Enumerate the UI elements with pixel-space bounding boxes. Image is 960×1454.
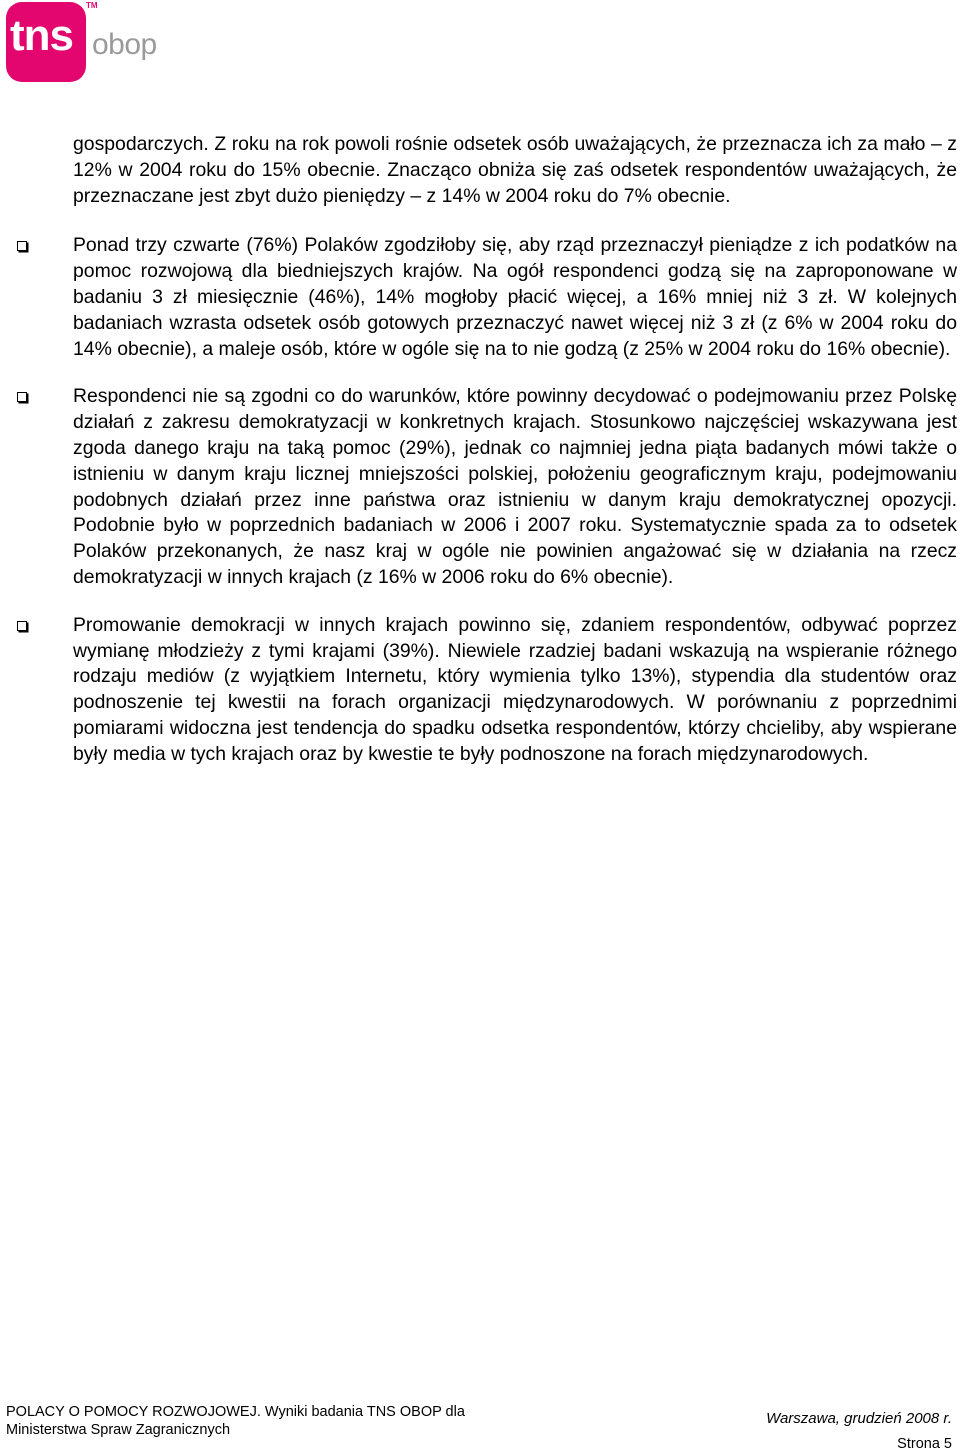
bullet-text: Respondenci nie są zgodni co do warunków, które powinny decydować o podejmowaniu przez Polskę działań z zakresu demokratyzacji w konkretnych krajach. Stosunkowo najczęściej wskazywana jest zgoda danego kraju na taką pomoc (29%), jednak co najmniej jedna piąta badanych mówi także o istnieniu w danym kraju licznej mniejszości polskiej, położeniu geograficznym kraju, podejmowaniu podobnych działań przez inne państwa oraz istnieniu w danym kraju demokratycznej opozycji. Podobnie było w poprzednich badaniach w 2006 i 2007 roku. Systematycznie spada za to odsetek Polaków przekonanych, że nasz kraj w ogóle nie powinien angażować się w działania na rzecz demokratyzacji w innych krajach (z 16% w 2006 roku do 6% obecnie). [73,385,957,588]
logo-brand-text: tns [10,11,73,60]
tns-obop-logo [6,2,86,82]
bullet-item [73,384,957,590]
bullet-item [73,613,957,768]
footer-date: Warszawa, grudzień 2008 r. [766,1410,952,1427]
checkbox-bullet-icon [17,392,27,402]
bullet-text: Promowanie demokracji w innych krajach powinno się, zdaniem respondentów, odbywać poprzez wymianę młodzieży z tymi krajami (39%). Niewiele rzadziej badani wskazują na wspieranie różnego rodzaju mediów (z wyjątkiem Internetu, który wymienia tylko 13%), stypendia dla studentów oraz podnoszenie tej kwestii na forach organizacji międzynarodowych. W porównaniu z poprzednimi pomiarami widoczna jest tendencja do spadku odsetka respondentów, którzy chcieliby, aby wspierane były media w tych krajach oraz by kwestie te były podnoszone na forach międzynarodowych. [73,613,957,765]
logo-sub-text: obop [92,28,157,61]
footer-report-title [6,1403,465,1439]
bullet-text: Ponad trzy czwarte (76%) Polaków zgodziłoby się, aby rząd przeznaczył pieniądze z ich podatków na pomoc rozwojową dla biedniejszych krajów. Na ogół respondenci godzą się na zaproponowane w badaniu 3 zł miesięcznie (46%), 14% mogłoby płacić więcej, a 16% mniej niż 3 zł. W kolejnych badaniach wzrasta odsetek osób gotowych przeznaczyć nawet więcej niż 3 zł (z 6% w 2004 roku do 14% obecnie), a maleje osób, które w ogóle się na to nie godzą (z 25% w 2004 roku do 16% obecnie). [73,234,957,360]
logo-trademark: TM [86,1,98,10]
checkbox-bullet-icon [17,241,27,251]
bullet-item [73,233,957,362]
footer-line-1: POLACY O POMOCY ROZWOJOWEJ. Wyniki badania TNS OBOP dla [6,1404,465,1420]
page-number: Strona 5 [897,1436,952,1452]
checkbox-bullet-icon [17,621,27,631]
intro-paragraph: gospodarczych. Z roku na rok powoli rośnie odsetek osób uważających, że przeznacza ich za mało – z 12% w 2004 roku do 15% obecnie. Znacząco obniża się zaś odsetek respondentów uważających, że przeznaczane jest zbyt dużo pieniędzy – z 14% w 2004 roku do 7% obecnie. [73,133,957,207]
document-body [73,132,957,768]
footer-line-2: Ministerstwa Spraw Zagranicznych [6,1422,231,1438]
